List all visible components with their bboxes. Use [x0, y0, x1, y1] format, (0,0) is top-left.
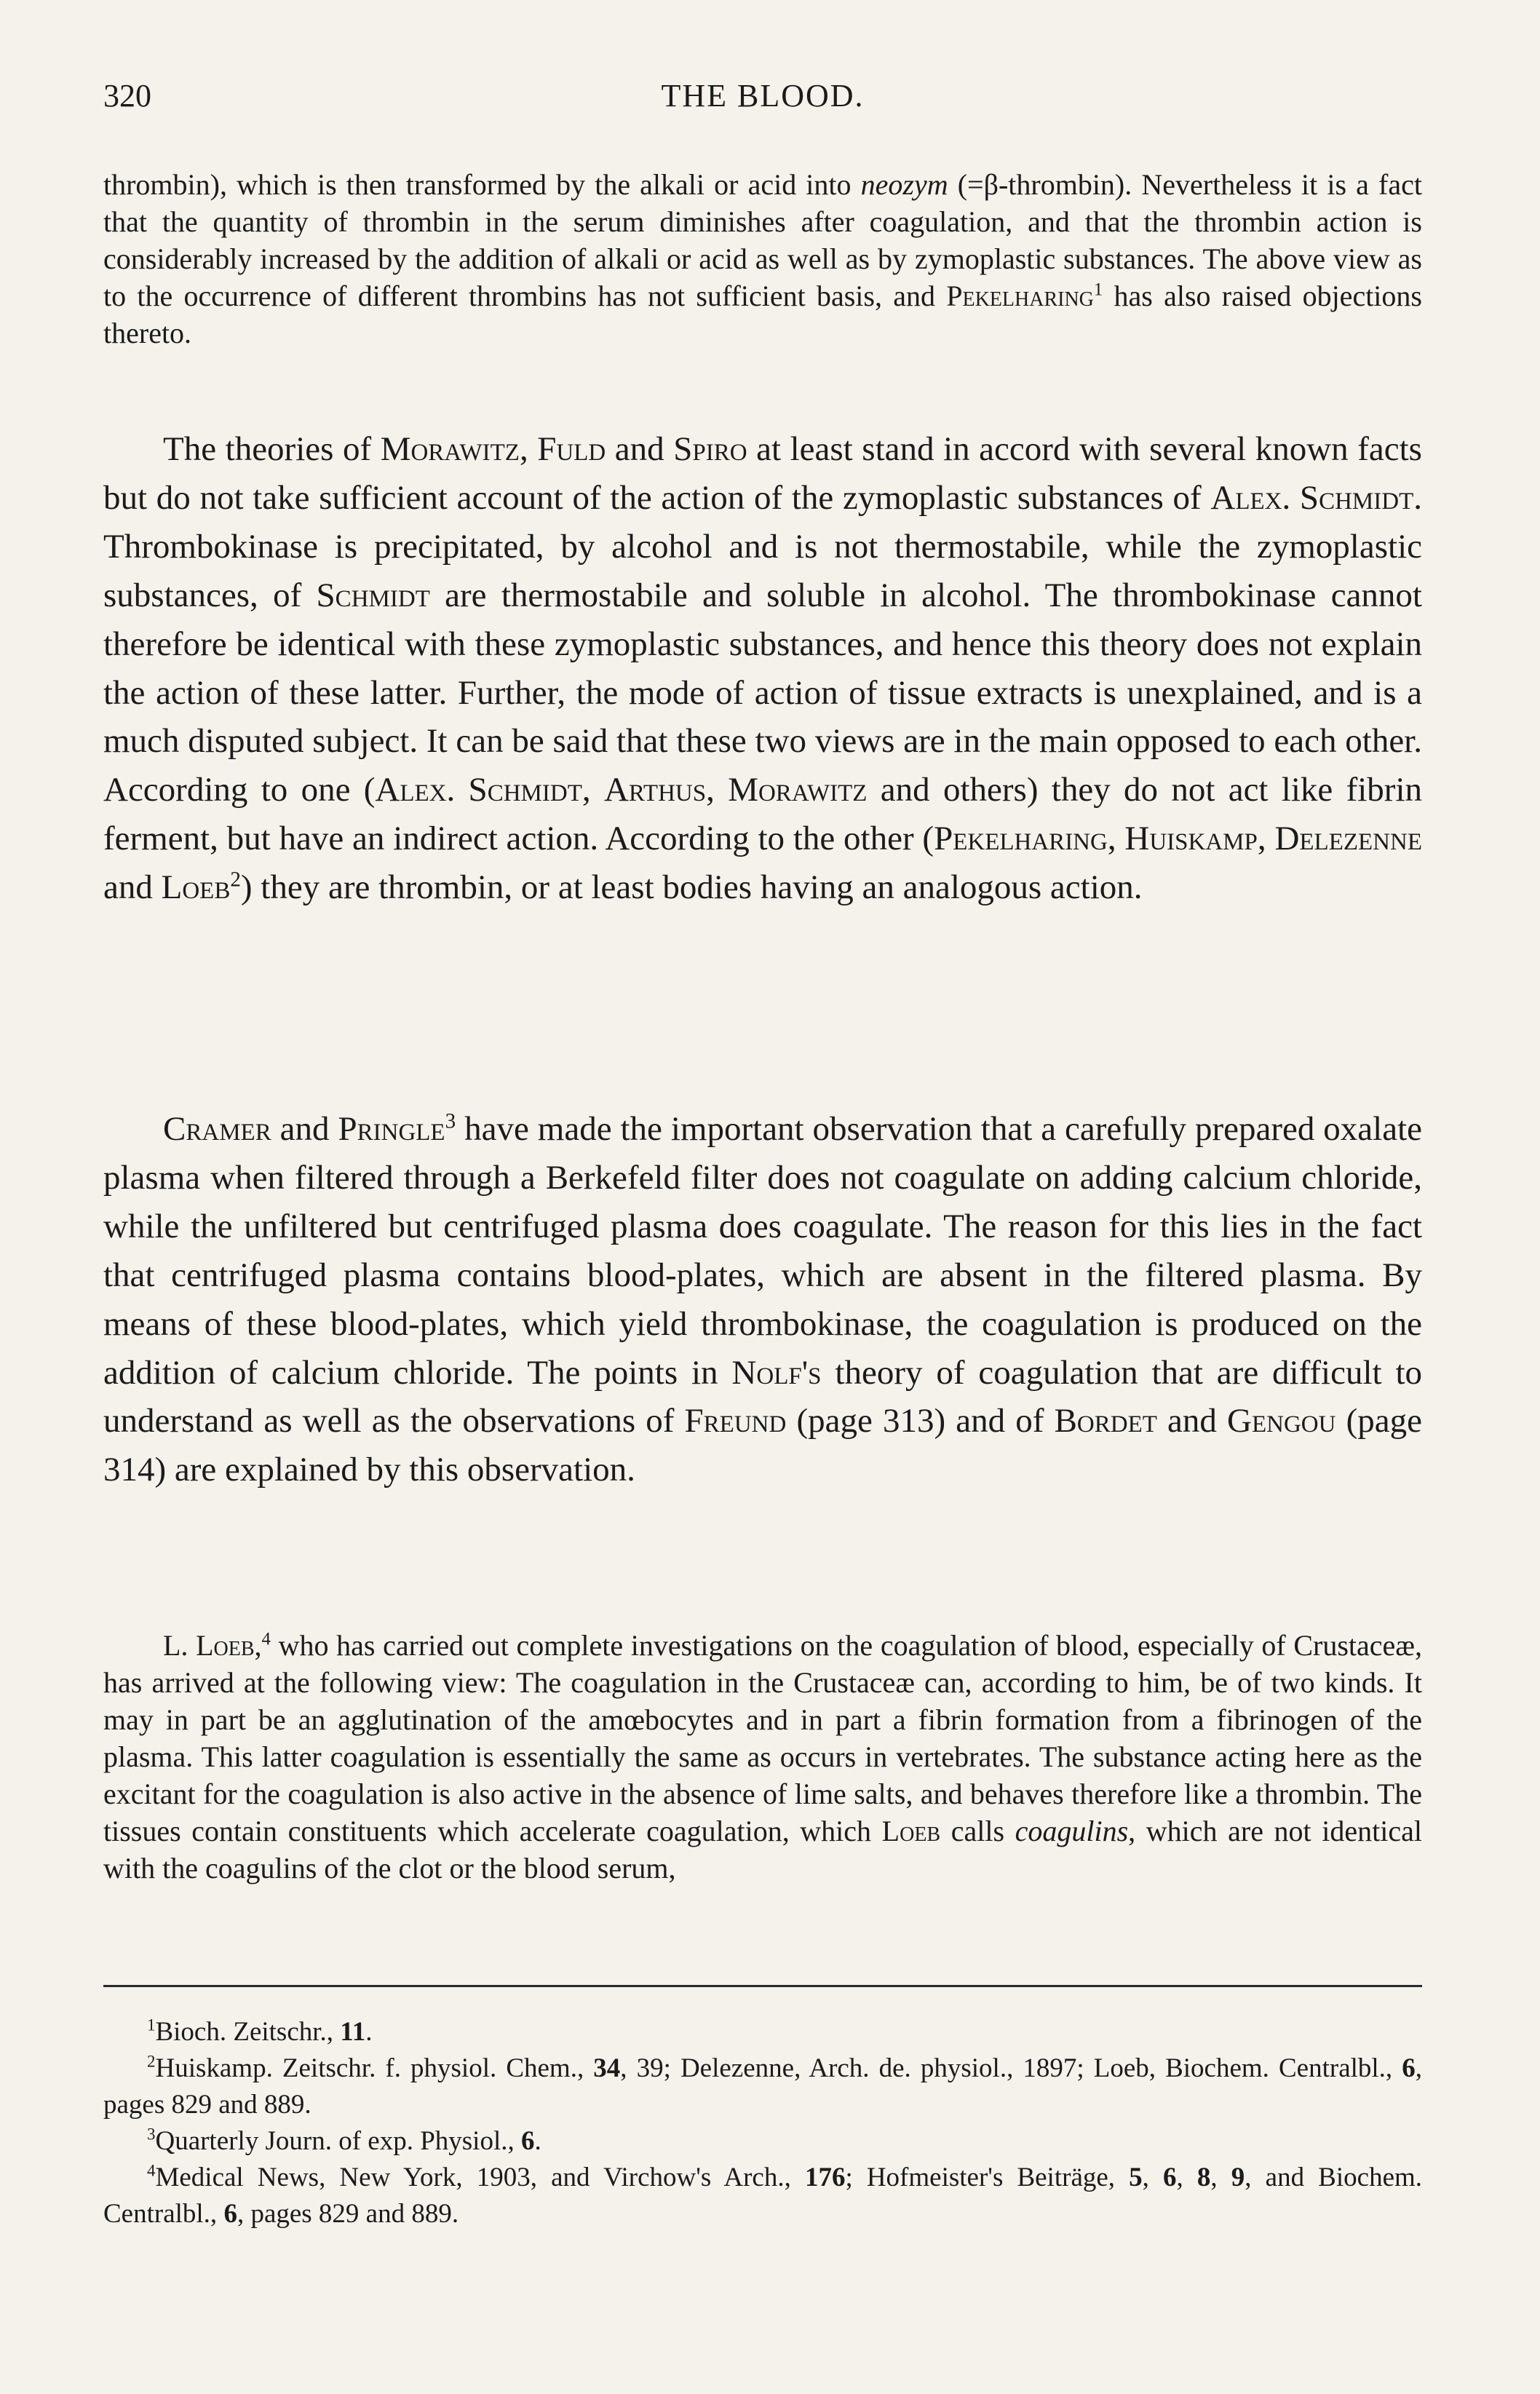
author-name: Pekelharing [946, 280, 1094, 312]
author-name: Bordet [1054, 1402, 1157, 1440]
author-name: Freund [684, 1402, 787, 1440]
footnote [103, 2160, 1422, 2232]
footnote-reference: 3 [445, 1109, 456, 1133]
text-run: , [1142, 2163, 1164, 2192]
footnote-reference: 2 [230, 868, 241, 892]
footnote-divider [103, 1985, 1422, 1987]
text-run: , [1257, 820, 1275, 858]
footnote-mark: 1 [147, 2016, 156, 2034]
text-run: thrombin), which is then transformed by the alkali or acid into [103, 168, 861, 201]
footnote [103, 2014, 1422, 2050]
text-run: , 39; Delezenne, Arch. de. physiol., 1897; Loeb, Biochem. Centralbl., [620, 2053, 1402, 2083]
loeb-paragraph [103, 1627, 1422, 1887]
footnote-mark: 3 [147, 2125, 156, 2144]
page-header [103, 77, 1422, 121]
volume-number: 6 [1163, 2163, 1177, 2192]
footnote-mark: 4 [147, 2161, 156, 2180]
text-run: who has carried out complete investigations on the coagulation of blood, especially of Crustaceæ, has arrived at the following view: The coagulation in the Crustaceæ can, according to him, be of two kinds. It may in part be an agglutination of the amœbocytes and in part a fibrin formation from a fibrinogen of the plasma. This latter coagulation is essentially the same as occurs in vertebrates. The substance acting here as the excitant for the coagulation is also active in the absence of lime salts, and behaves therefore like a thrombin. The tissues contain constituents which accelerate coagulation, which [103, 1629, 1422, 1847]
text-run: have made the important observation that a carefully prepared oxalate plasma when filtered through a Berkefeld filter does not coagulate on adding calcium chloride, while the unfiltered but centrifuged plasma does coagulate. The reason for this lies in the fact that centrifuged plasma contains blood-plates, which are absent in the filtered plasma. By means of these blood-plates, which yield thrombokinase, the coagulation is produced on the addition of calcium chloride. The points in [103, 1110, 1422, 1392]
text-run: , [706, 771, 729, 809]
text-run: Quarterly Journ. of exp. Physiol., [155, 2126, 521, 2156]
cramer-paragraph [103, 1105, 1422, 1494]
text-run: , pages 829 and 889. [103, 2053, 1423, 2120]
text-run: , pages 829 and 889. [237, 2199, 459, 2229]
volume-number: 8 [1196, 2163, 1211, 2192]
footnote-mark: 2 [147, 2052, 156, 2071]
theories-paragraph [103, 425, 1422, 912]
volume-number: 34 [593, 2053, 621, 2083]
text-run: and [1156, 1402, 1228, 1440]
text-run: and [103, 868, 162, 907]
author-name: Pekelharing [934, 820, 1108, 858]
author-name: Gengou [1227, 1402, 1336, 1440]
author-name: Morawitz [380, 430, 520, 468]
footnote-reference: 4 [261, 1629, 271, 1649]
text-run: , [1107, 820, 1125, 858]
volume-number: 5 [1129, 2163, 1143, 2192]
text-run: Huiskamp. Zeitschr. f. physiol. Chem., [155, 2053, 594, 2083]
author-name: Nolf's [731, 1353, 822, 1392]
text-run: and others) they do not act like fibrin ferment, but have an indirect action. According to the other ( [103, 771, 1423, 858]
running-title: THE BLOOD. [661, 78, 865, 114]
volume-number: 9 [1231, 2163, 1245, 2192]
text-run: , [519, 430, 538, 468]
footnote [103, 2050, 1422, 2123]
author-name: Alex. Schmidt [375, 771, 582, 809]
term-coagulins: coagulins [1015, 1815, 1129, 1847]
volume-number: 6 [1402, 2053, 1416, 2083]
text-run: (=β-thrombin). Nevertheless it is a fact that the quantity of thrombin in the serum diminishes after coagulation, and that the thrombin action is considerably increased by the addition of alkali or acid as well as by zymoplastic substances. The above view as to the occurrence of different thrombins has not sufficient basis, and [103, 168, 1422, 312]
text-run: calls [940, 1815, 1015, 1847]
text-run: , [1210, 2163, 1231, 2192]
text-run: , [582, 771, 604, 809]
author-name: Loeb [161, 868, 231, 907]
main-text-continued [103, 1105, 1422, 1494]
author-name: L. Loeb, [163, 1629, 262, 1662]
text-run: . [534, 2126, 541, 2156]
author-name: Arthus [603, 771, 707, 809]
intro-paragraph [103, 166, 1422, 352]
text-run: are thermostabile and soluble in alcohol. The thrombokinase cannot therefore be identical with these zymoplastic substances, and hence this theory does not explain the action of these latter. Further, the mode of action of tissue extracts is unexplained, and is a much disputed subject. It can be said that these two views are in the main opposed to each other. According to one ( [103, 576, 1422, 809]
text-run: has also raised objections thereto. [103, 280, 1422, 349]
text-run: and [606, 430, 674, 468]
author-name: Huiskamp [1124, 820, 1258, 858]
author-name: Pringle [338, 1110, 445, 1148]
text-run: ) they are thrombin, or at least bodies having an analogous action. [240, 868, 1143, 907]
author-name: Cramer [163, 1110, 271, 1148]
text-run: , which are not identical with the coagulins of the clot or the blood serum, [103, 1815, 1422, 1884]
text-run: Bioch. Zeitschr., [155, 2017, 341, 2047]
text-run: , and Biochem. Centralbl., [103, 2163, 1423, 2229]
footnotes [103, 2014, 1422, 2232]
volume-number: 176 [804, 2163, 846, 2192]
volume-number: 6 [223, 2199, 237, 2229]
volume-number: 11 [340, 2017, 366, 2047]
text-run: (page 314) are explained by this observation. [103, 1402, 1422, 1489]
text-run: at least stand in accord with several known facts but do not take sufficient account of the action of the zymoplastic substances of [103, 430, 1422, 517]
text-run: theory of coagulation that are difficult to understand as well as the observations of [103, 1353, 1423, 1440]
page-number: 320 [103, 78, 151, 114]
footnote-reference: 1 [1093, 280, 1103, 300]
author-name: Fuld [537, 430, 606, 468]
footnote [103, 2123, 1422, 2160]
text-run: The theories of [163, 430, 381, 468]
volume-number: 6 [521, 2126, 535, 2156]
text-run: , [1176, 2163, 1197, 2192]
author-name: Spiro [673, 430, 747, 468]
text-run: Medical News, New York, 1903, and Virchow's Arch., [155, 2163, 805, 2192]
text-run: ; Hofmeister's Beiträge, [845, 2163, 1130, 2192]
text-run: and [271, 1110, 338, 1148]
author-name: Morawitz [728, 771, 868, 809]
text-run: . [365, 2017, 373, 2047]
text-run: . Thrombokinase is precipitated, by alcohol and is not thermostabile, while the zymoplastic substances, of [103, 478, 1422, 614]
author-name: Loeb [881, 1815, 941, 1847]
author-name: Schmidt [316, 576, 430, 614]
text-run: (page 313) and of [786, 1402, 1055, 1440]
term-neozym: neozym [860, 168, 948, 201]
author-name: Alex. Schmidt [1210, 478, 1414, 517]
main-text [103, 425, 1422, 912]
author-name: Delezenne [1274, 820, 1422, 858]
